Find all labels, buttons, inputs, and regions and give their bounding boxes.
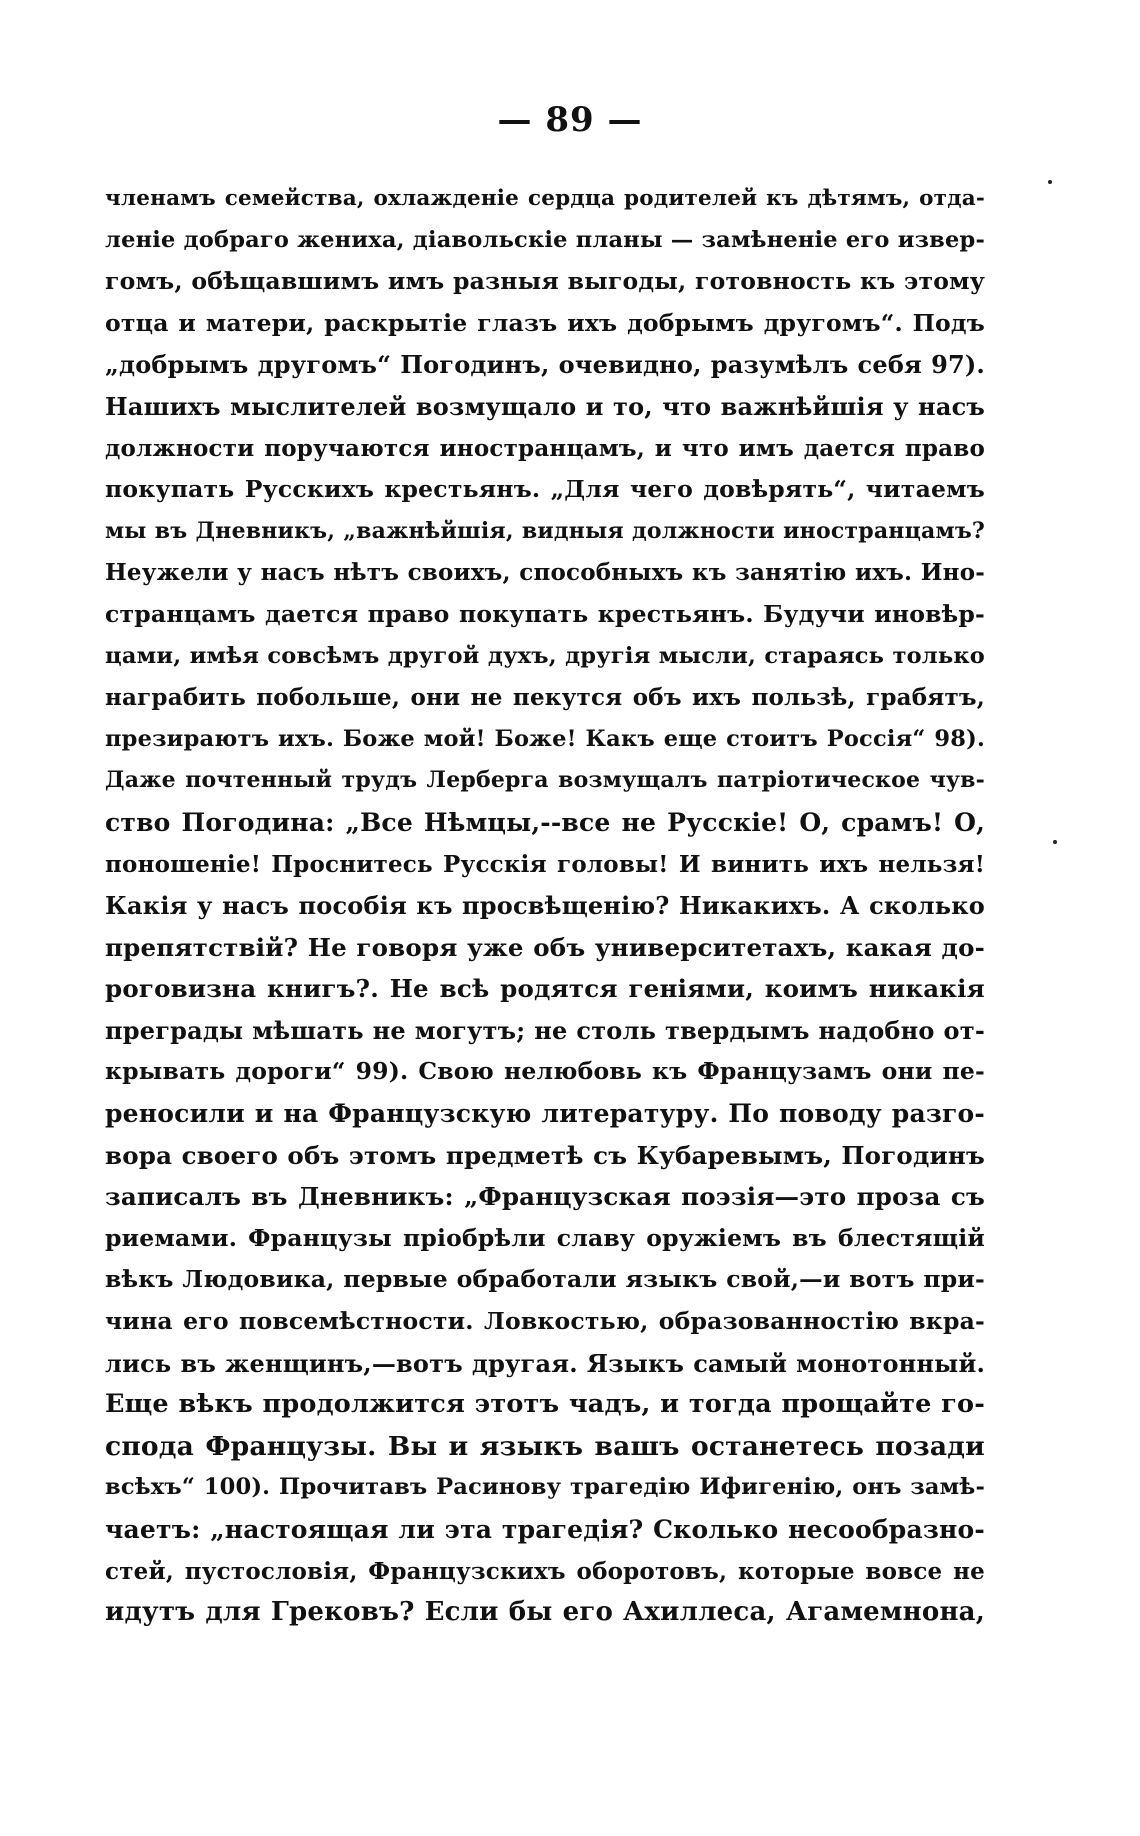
- page-number: — 89 —: [497, 100, 643, 140]
- text-line: лись въ женщинъ,—вотъ другая. Языкъ самый монотонный.: [105, 1348, 985, 1378]
- text-line: Неужели у насъ нѣтъ своихъ, способныхъ къ занятію ихъ. Ино-: [105, 559, 985, 587]
- text-line: преграды мѣшать не могутъ; не столь твердымъ надобно от-: [105, 1015, 985, 1045]
- text-line: Нашихъ мыслителей возмущало и то, что важнѣйшія у насъ: [105, 391, 985, 421]
- text-line: „добрымъ другомъ“ Погодинъ, очевидно, разумѣлъ себя 97).: [105, 350, 985, 380]
- text-line: вора своего объ этомъ предметѣ съ Кубаревымъ, Погодинъ: [105, 1140, 985, 1170]
- text-line: реносили и на Французскую литературу. По поводу разго-: [105, 1099, 985, 1129]
- text-line: членамъ семейства, охлажденіе сердца родителей къ дѣтямъ, отда-: [105, 186, 985, 211]
- margin-speck: [1053, 840, 1057, 844]
- text-line: крывать дороги“ 99). Свою нелюбовь къ Французамъ они пе-: [105, 1057, 985, 1086]
- text-line: идутъ для Грековъ? Если бы его Ахиллеса, Агамемнона,: [105, 1597, 985, 1628]
- text-line: отца и матери, раскрытіе глазъ ихъ добрымъ другомъ“. Подъ: [105, 308, 985, 337]
- text-line: вѣкъ Людовика, первые обработали языкъ свой,—и вотъ при-: [105, 1265, 985, 1294]
- text-line: презираютъ ихъ. Боже мой! Боже! Какъ еще стоитъ Россія“ 98).: [105, 725, 985, 752]
- text-line: мы въ Дневникъ, „важнѣйшія, видныя должности иностранцамъ?: [105, 517, 985, 544]
- text-line: награбить побольше, они не пекутся объ ихъ пользѣ, грабятъ,: [105, 684, 985, 712]
- text-line: роговизна книгъ?. Не всѣ родятся геніями, коимъ никакія: [105, 974, 985, 1004]
- text-line: поношеніе! Проснитесь Русскія головы! И винить ихъ нельзя!: [105, 850, 985, 878]
- text-line: Какія у насъ пособія къ просвѣщенію? Никакихъ. А сколько: [105, 891, 985, 921]
- text-line: ство Погодина: „Все Нѣмцы,--все не Русскіе! О, срамъ! О,: [105, 807, 985, 837]
- text-line: Еще вѣкъ продолжится этотъ чадъ, и тогда прощайте го-: [105, 1389, 985, 1420]
- text-line: гомъ, обѣщавшимъ имъ разныя выгоды, готовность къ этому: [105, 267, 985, 296]
- text-line: леніе добраго жениха, діавольскіе планы — замѣненіе его извер-: [105, 226, 985, 253]
- text-line: стей, пустословія, Французскихъ оборотовъ, которые вовсе не: [105, 1557, 985, 1585]
- text-line: риемами. Французы пріобрѣли славу оружіемъ въ блестящій: [105, 1223, 985, 1252]
- body-text: [105, 178, 985, 1634]
- margin-speck: [1048, 180, 1052, 184]
- text-line: препятствій? Не говоря уже объ университетахъ, какая до-: [105, 932, 985, 962]
- text-line: Даже почтенный трудъ Лерберга возмущалъ патріотическое чув-: [105, 767, 985, 794]
- text-line: чина его повсемѣстности. Ловкостью, образованностію вкра-: [105, 1307, 985, 1336]
- text-line: спода Французы. Вы и языкъ вашъ останетесь позади: [105, 1430, 985, 1462]
- text-line: должности поручаются иностранцамъ, и что имъ дается право: [105, 434, 985, 462]
- text-line: всѣхъ“ 100). Прочитавъ Расинову трагедію Ифигенію, онъ замѣ-: [105, 1474, 985, 1501]
- text-line: чаетъ: „настоящая ли эта трагедія? Сколько несообразно-: [105, 1515, 985, 1544]
- text-line: записалъ въ Дневникъ: „Французская поэзія—это проза съ: [105, 1182, 985, 1212]
- text-line: странцамъ дается право покупать крестьянъ. Будучи иновѣр-: [105, 599, 985, 628]
- text-line: цами, имѣя совсѣмъ другой духъ, другія мысли, стараясь только: [105, 642, 985, 669]
- text-line: покупать Русскихъ крестьянъ. „Для чего довѣрять“, читаемъ: [105, 475, 985, 504]
